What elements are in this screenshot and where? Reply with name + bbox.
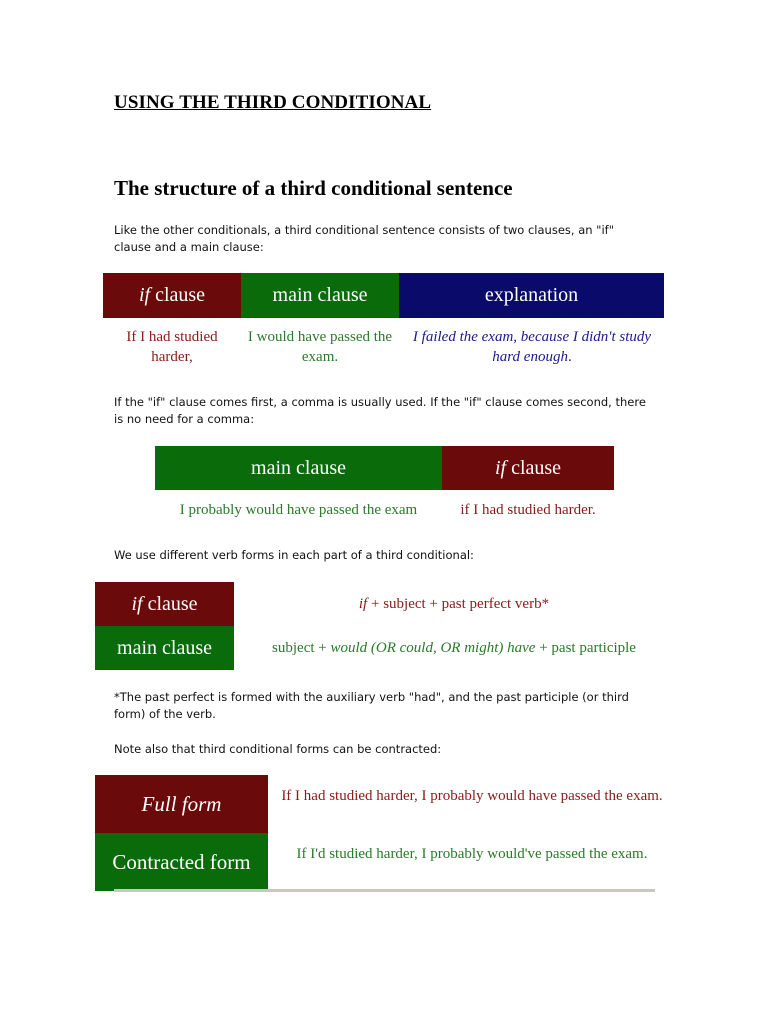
table1-main-clause-cell: I would have passed the exam. xyxy=(247,329,393,365)
footnote-paragraph: *The past perfect is formed with the auxiliary verb "had", and the past participle (or third form) of the verb. xyxy=(114,690,629,721)
clause-word: clause xyxy=(506,456,562,479)
table1-if-clause-header xyxy=(103,273,241,318)
contracted-form-label: Contracted form xyxy=(95,833,268,891)
formula-end: + past participle xyxy=(535,640,636,656)
table1-if-clause-cell: If I had studied harder, xyxy=(126,329,218,365)
verb-forms-intro: We use different verb forms in each part of a third conditional: xyxy=(114,548,474,562)
section-heading: The structure of a third conditional sentence xyxy=(114,176,513,200)
formula-modal: would (OR could, OR might) have xyxy=(330,640,536,656)
explanation-text: I failed the exam, because I didn't study hard enough xyxy=(412,329,652,365)
table2-if-clause-header xyxy=(442,446,614,490)
table2-main-clause-cell: I probably would have passed the exam xyxy=(179,502,418,518)
table2-main-clause-header: main clause xyxy=(155,446,442,490)
table3-if-clause-label xyxy=(95,582,234,626)
contraction-intro: Note also that third conditional forms can be contracted: xyxy=(114,742,442,756)
bottom-rule xyxy=(114,889,655,892)
full-form-text: If I had studied harder, I probably would have passed the exam. xyxy=(281,788,663,804)
intro-paragraph: Like the other conditionals, a third conditional sentence consists of two clauses, an "if" clause and a main clause: xyxy=(114,223,615,254)
table3-if-clause-formula xyxy=(234,594,674,614)
page-title: USING THE THIRD CONDITIONAL xyxy=(114,92,432,113)
if-word: if xyxy=(138,284,151,306)
if-word: if xyxy=(494,456,507,479)
formula-rest: + subject + past perfect verb* xyxy=(367,596,550,612)
contracted-form-text: If I'd studied harder, I probably would've passed the exam. xyxy=(296,846,648,862)
table2-if-clause-cell: if I had studied harder. xyxy=(460,502,596,518)
if-word: if xyxy=(358,596,368,612)
table3-main-clause-formula xyxy=(234,638,674,658)
table1-main-clause-header: main clause xyxy=(241,273,399,318)
full-form-label: Full form xyxy=(95,775,268,833)
comma-note-paragraph: If the "if" clause comes first, a comma is usually used. If the "if" clause comes second, there is no need for a comma: xyxy=(114,395,646,426)
if-word: if xyxy=(131,592,143,615)
clause-word: clause xyxy=(142,592,198,615)
table1-explanation-cell xyxy=(408,327,656,367)
clause-word: clause xyxy=(150,284,206,306)
table3-main-clause-label: main clause xyxy=(95,626,234,670)
formula-start: subject + xyxy=(272,640,331,656)
table1-explanation-header: explanation xyxy=(399,273,664,318)
explanation-period: . xyxy=(567,349,572,365)
